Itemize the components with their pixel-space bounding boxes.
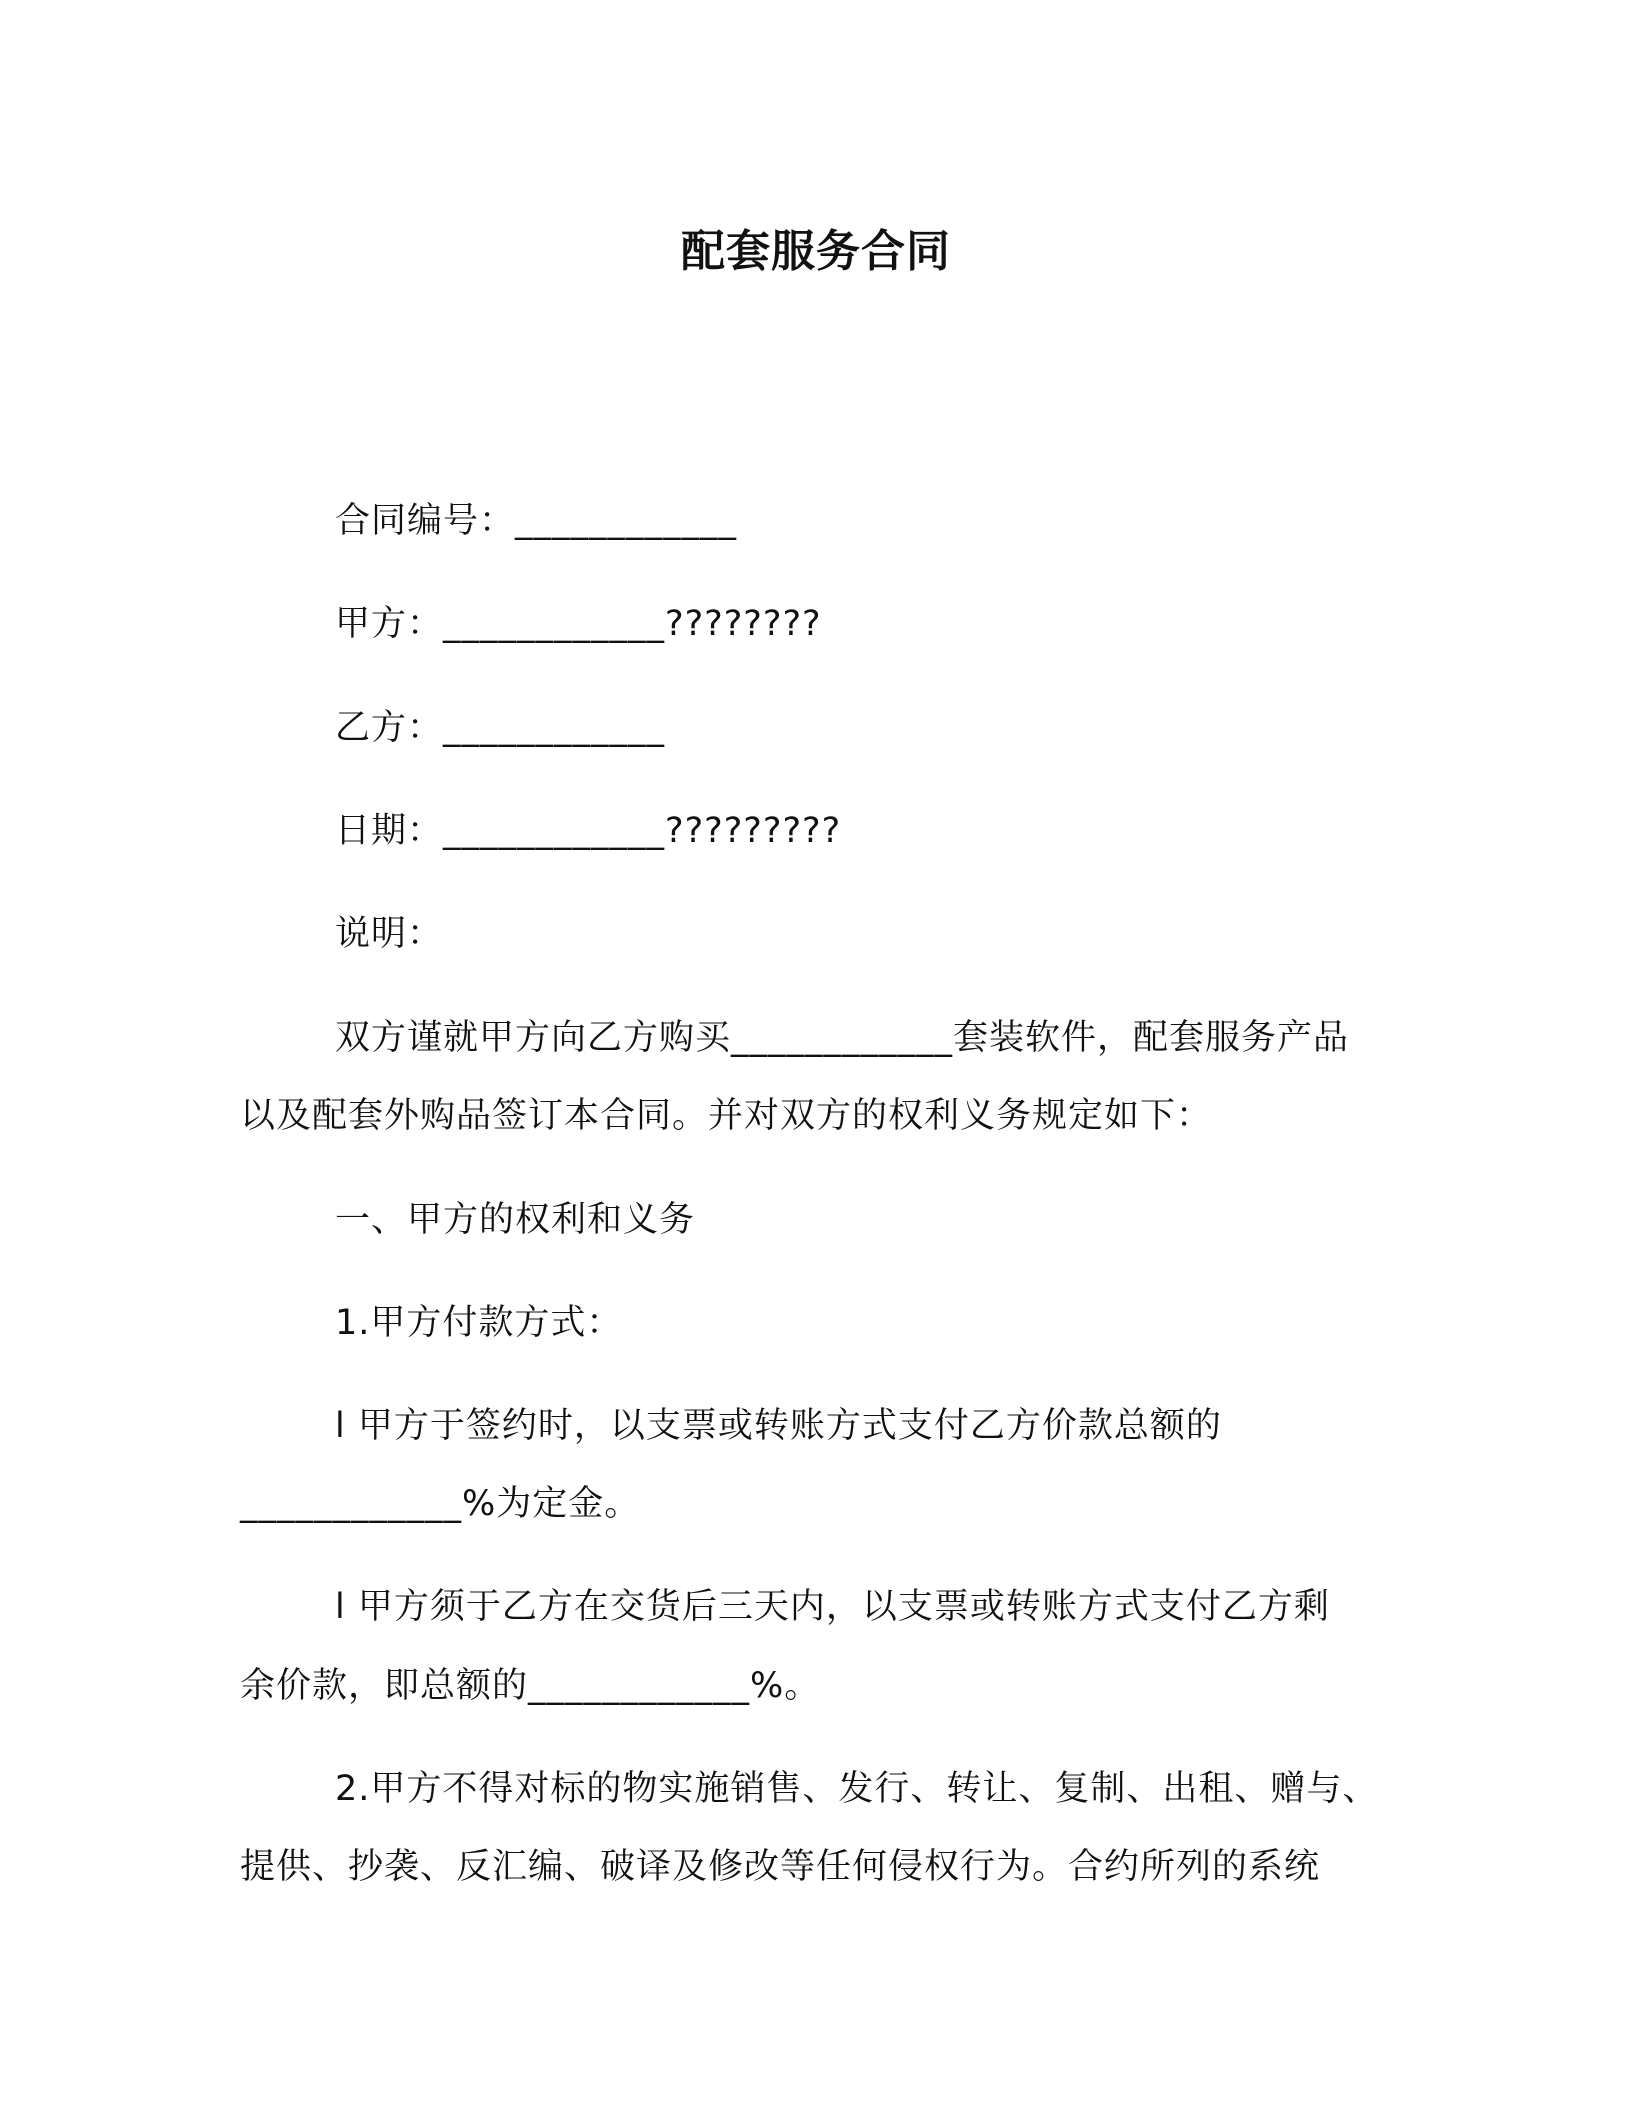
party-b-line: 乙方：____________ xyxy=(335,708,666,748)
intro-paragraph-line: 以及配套外购品签订本合同。并对双方的权利义务规定如下： xyxy=(240,1096,1213,1136)
contract-number-line: 合同编号：____________ xyxy=(335,501,738,541)
bullet-clause-line: ____________%为定金。 xyxy=(240,1484,641,1524)
bullet-clause-line: 余价款，即总额的____________%。 xyxy=(240,1666,821,1706)
intro-paragraph-line: 双方谨就甲方向乙方购买____________套装软件，配套服务产品 xyxy=(335,1018,1350,1058)
clause-paragraph-line: 2.甲方不得对标的物实施销售、发行、转让、复制、出租、赠与、 xyxy=(335,1769,1379,1809)
note-label: 说明： xyxy=(335,914,444,954)
section-heading: 一、甲方的权利和义务 xyxy=(335,1200,696,1240)
date-line: 日期：____________????????? xyxy=(335,811,842,851)
bullet-clause-line: l 甲方于签约时，以支票或转账方式支付乙方价款总额的 xyxy=(335,1406,1222,1446)
party-a-line: 甲方：____________???????? xyxy=(335,604,822,644)
bullet-clause-line: l 甲方须于乙方在交货后三天内，以支票或转账方式支付乙方剩 xyxy=(335,1587,1330,1627)
clause-paragraph-line: 提供、抄袭、反汇编、破译及修改等任何侵权行为。合约所列的系统 xyxy=(240,1847,1321,1887)
clause-heading: 1.甲方付款方式： xyxy=(335,1303,623,1343)
document-title: 配套服务合同 xyxy=(681,226,951,277)
